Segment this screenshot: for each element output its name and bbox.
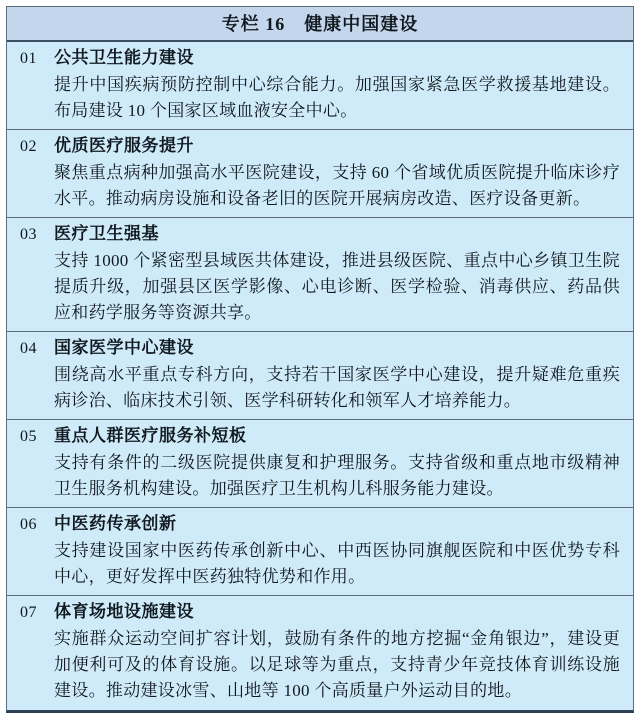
section-heading [20, 511, 620, 538]
section-heading [20, 45, 620, 72]
section-body-text: 支持有条件的二级医院提供康复和护理服务。支持省级和重点地市级精神卫生服务机构建设。加强医疗卫生机构儿科服务能力建设。 [54, 453, 620, 498]
policy-box-panel [6, 6, 634, 713]
section-body-text: 支持 1000 个紧密型县域医共体建设，推进县级医院、重点中心乡镇卫生院提质升级，加强县区医学影像、心电诊断、医学检验、消毒供应、药品供应和药学服务等资源共享。 [54, 251, 620, 322]
section-body-text: 聚焦重点病种加强高水平医院建设，支持 60 个省域优质医院提升临床诊疗水平。推动病房设施和设备老旧的医院开展病房改造、医疗设备更新。 [54, 163, 620, 208]
panel-title: 专栏 16 健康中国建设 [7, 7, 633, 42]
section-item-05 [7, 420, 633, 508]
section-number: 06 [20, 516, 37, 533]
section-item-01 [7, 42, 633, 130]
section-heading [20, 599, 620, 626]
section-body-text: 围绕高水平重点专科方向，支持若干国家医学中心建设，提升疑难危重疾病诊治、临床技术引领、医学科研转化和领军人才培养能力。 [54, 365, 620, 410]
section-list [7, 42, 633, 709]
section-number: 01 [20, 50, 37, 67]
section-title: 中医药传承创新 [54, 514, 177, 533]
section-title: 重点人群医疗服务补短板 [54, 426, 247, 445]
section-item-07 [7, 596, 633, 709]
section-title: 医疗卫生强基 [54, 224, 159, 243]
section-number: 03 [20, 226, 37, 243]
section-title: 优质医疗服务提升 [54, 136, 194, 155]
section-number: 04 [20, 340, 37, 357]
section-heading [20, 423, 620, 450]
section-heading [20, 133, 620, 160]
section-body-text: 支持建设国家中医药传承创新中心、中西医协同旗舰医院和中医优势专科中心，更好发挥中医药独特优势和作用。 [54, 541, 620, 586]
section-item-02 [7, 130, 633, 218]
section-title: 国家医学中心建设 [54, 338, 194, 357]
section-number: 05 [20, 428, 37, 445]
section-heading [20, 221, 620, 248]
section-body-text: 实施群众运动空间扩容计划，鼓励有条件的地方挖掘“金角银边”，建设更加便利可及的体育设施。以足球等为重点，支持青少年竞技体育训练设施建设。推动建设冰雪、山地等 100 个高质量户外运动目的地。 [54, 629, 620, 700]
section-body-text: 提升中国疾病预防控制中心综合能力。加强国家紧急医学救援基地建设。布局建设 10 个国家区域血液安全中心。 [54, 75, 620, 120]
section-item-04 [7, 332, 633, 420]
section-number: 02 [20, 138, 37, 155]
section-heading [20, 335, 620, 362]
section-title: 公共卫生能力建设 [54, 48, 194, 67]
section-number: 07 [20, 604, 37, 621]
section-title: 体育场地设施建设 [54, 602, 194, 621]
section-item-06 [7, 508, 633, 596]
section-item-03 [7, 218, 633, 332]
